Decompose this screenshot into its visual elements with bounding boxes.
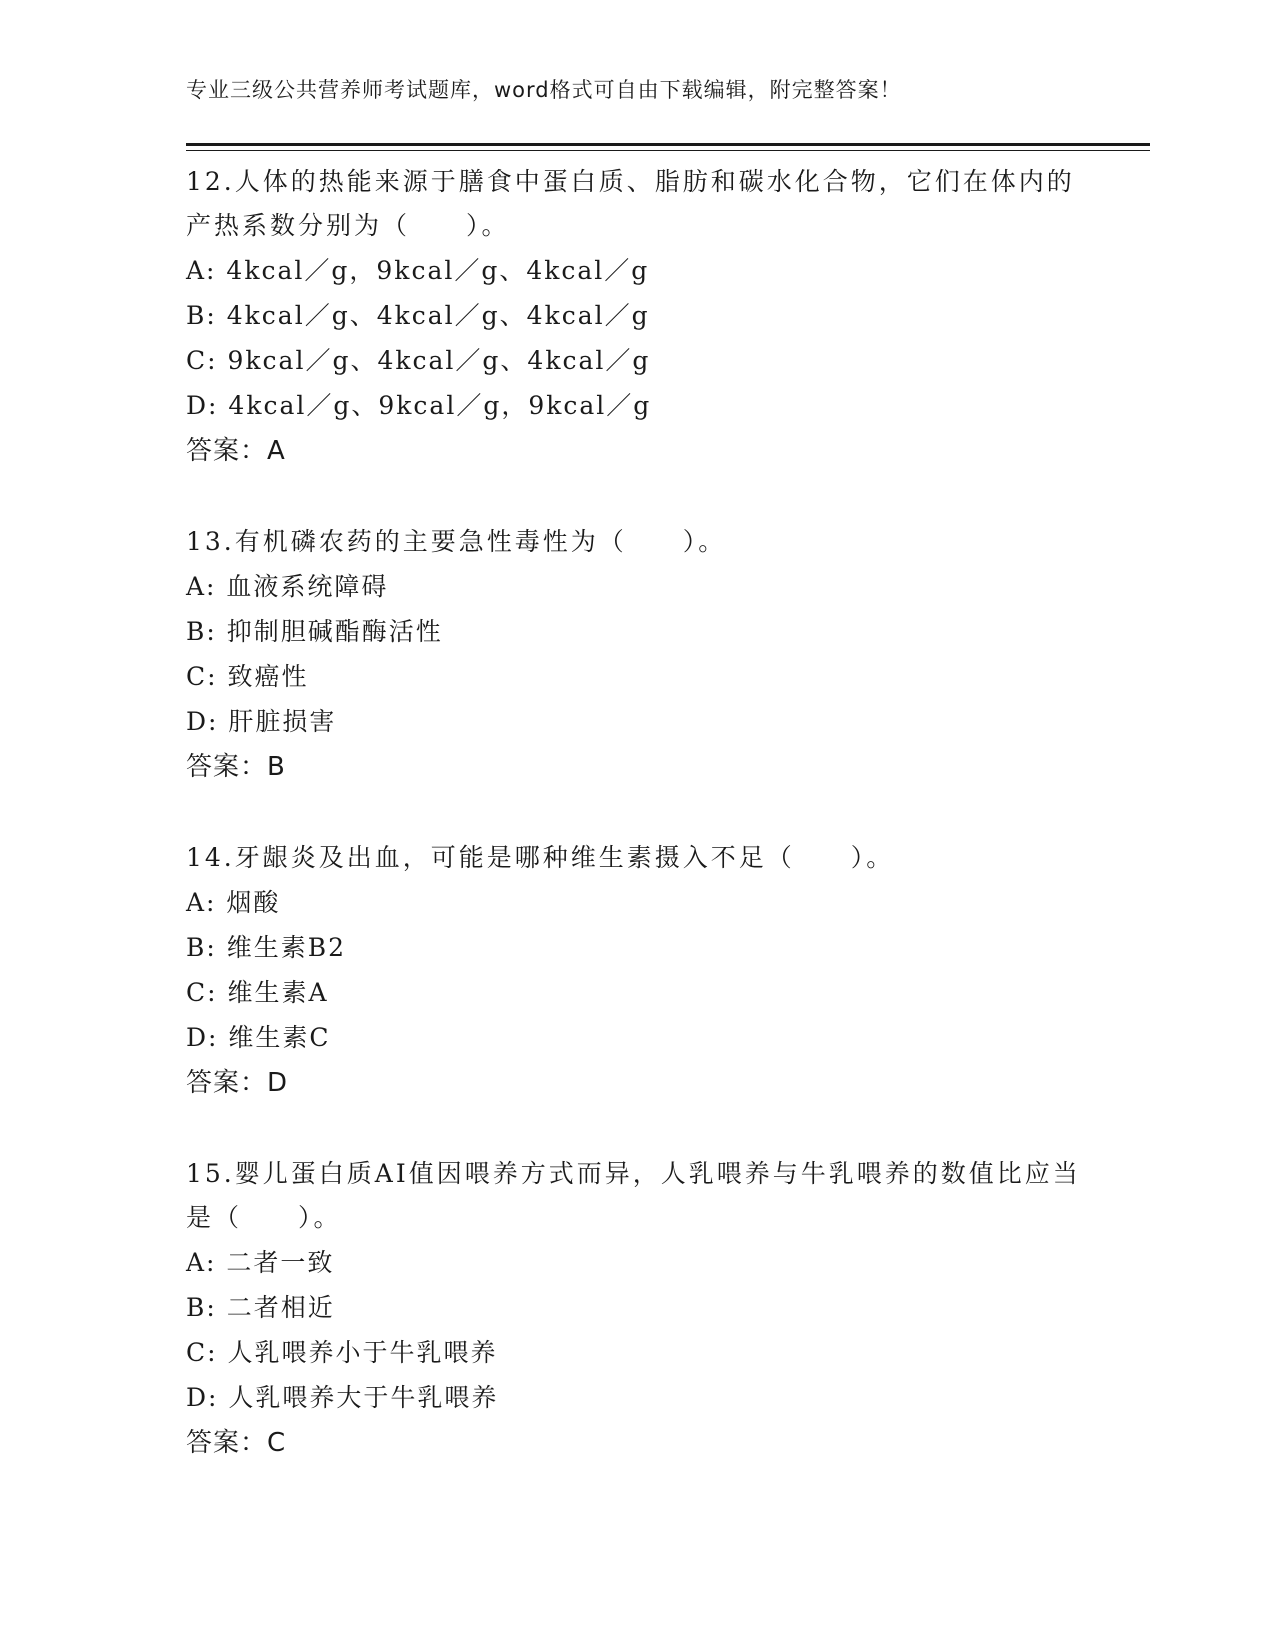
- option-d: D: 人乳喂养大于牛乳喂养: [186, 1383, 499, 1412]
- option-d: D: 4kcal／g、9kcal／g，9kcal／g: [186, 391, 652, 420]
- question-stem: 13.有机磷农药的主要急性毒性为（ ）。: [186, 527, 727, 556]
- option-b: B: 抑制胆碱酯酶活性: [186, 617, 443, 646]
- question-list: [186, 160, 1086, 1512]
- question-stem: 15.婴儿蛋白质AI值因喂养方式而异，人乳喂养与牛乳喂养的数值比应当是（ ）。: [186, 1159, 1081, 1232]
- option-c: C: 维生素A: [186, 978, 329, 1007]
- answer: 答案：A: [186, 436, 286, 466]
- answer: 答案：C: [186, 1428, 287, 1458]
- option-d: D: 肝脏损害: [186, 707, 337, 736]
- answer: 答案：D: [186, 1068, 289, 1098]
- page-header: 专业三级公共营养师考试题库，word格式可自由下载编辑，附完整答案！: [186, 78, 902, 102]
- option-b: B: 二者相近: [186, 1293, 335, 1322]
- option-a: A: 烟酸: [186, 888, 281, 917]
- question-stem: 14.牙龈炎及出血，可能是哪种维生素摄入不足（ ）。: [186, 843, 895, 872]
- option-c: C: 9kcal／g、4kcal／g、4kcal／g: [186, 346, 651, 375]
- question-15: [186, 1152, 1086, 1466]
- answer: 答案：B: [186, 752, 286, 782]
- question-stem: 12.人体的热能来源于膳食中蛋白质、脂肪和碳水化合物，它们在体内的产热系数分别为（ ）。: [186, 167, 1075, 240]
- option-d: D: 维生素C: [186, 1023, 331, 1052]
- option-a: A: 二者一致: [186, 1248, 335, 1277]
- question-13: [186, 520, 1086, 790]
- option-a: A: 血液系统障碍: [186, 572, 389, 601]
- option-b: B: 维生素B2: [186, 933, 347, 962]
- header-divider: [186, 143, 1150, 151]
- option-b: B: 4kcal／g、4kcal／g、4kcal／g: [186, 301, 650, 330]
- option-a: A: 4kcal／g，9kcal／g、4kcal／g: [186, 256, 650, 285]
- question-14: [186, 836, 1086, 1106]
- option-c: C: 人乳喂养小于牛乳喂养: [186, 1338, 498, 1367]
- question-12: [186, 160, 1086, 474]
- option-c: C: 致癌性: [186, 662, 309, 691]
